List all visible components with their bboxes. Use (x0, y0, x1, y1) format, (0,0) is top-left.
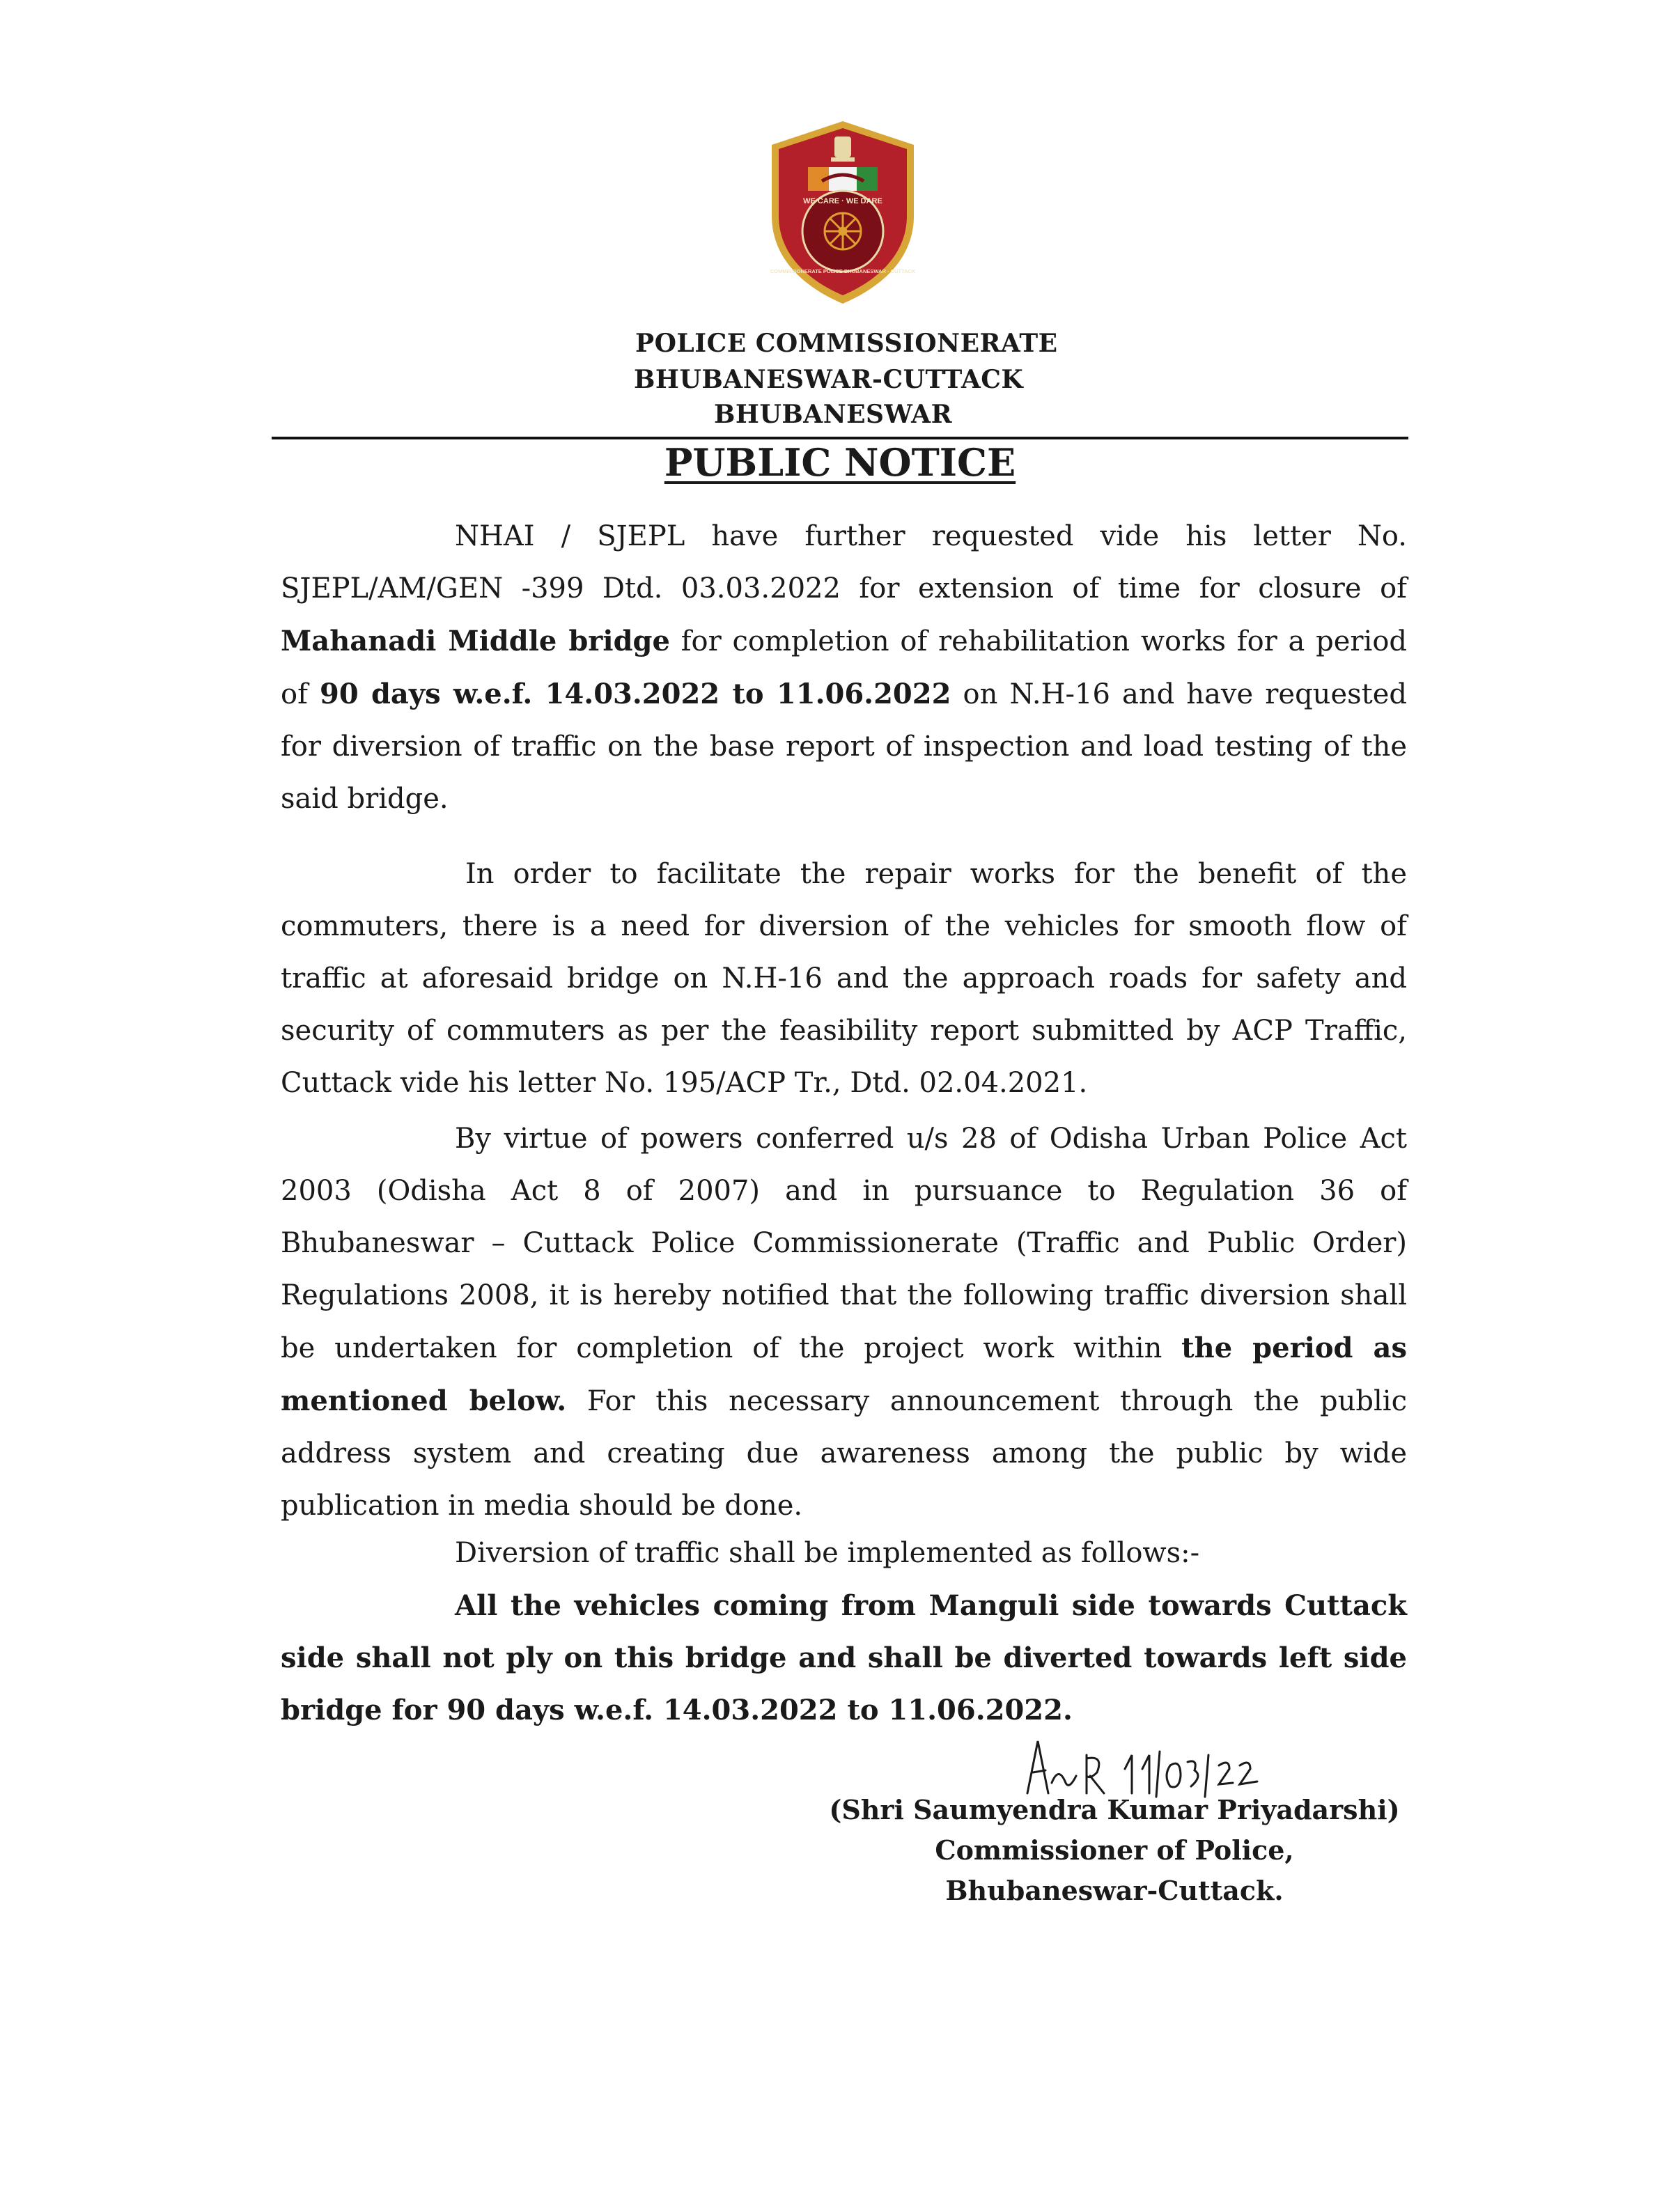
signatory-designation: Commissioner of Police, (935, 1834, 1294, 1866)
closure-period: 90 days w.e.f. 14.03.2022 to 11.06.2022 (319, 678, 951, 710)
diversion-order: All the vehicles coming from Manguli side towards Cuttack side shall not ply on this bridge and shall be diverted towards left side bridge for 90 days w.e.f. 14.03.2022 to 11.06.2022. (281, 1589, 1407, 1726)
header-line-1: POLICE COMMISSIONERATE (635, 329, 1058, 358)
emblem-top (831, 137, 855, 162)
signature-block (787, 1790, 1442, 1911)
paragraph-3: By virtue of powers conferred u/s 28 of Odisha Urban Police Act 2003 (Odisha Act 8 of 2007) and in pursuance to Regulation 36 of Bhubaneswar – Cuttack Police Commissionerate (Traffic and Public Order) Regulations 2008, it is hereby notified that the following traffic diversion shall be undertaken for completion of the project work within the period as mentioned below. For this necessary announcement through the public address system and creating due awareness among the public by wide publication in media should be done. (281, 1123, 1408, 1522)
ashoka-wheel-icon (825, 213, 861, 249)
paragraph-1: NHAI / SJEPL have further requested vide his letter No. SJEPL/AM/GEN -399 Dtd. 03.03.2022 for extension of time for closure of Mahanadi Middle bridge for completion of rehabilitation works for a period of 90 days w.e.f. 14.03.2022 to 11.06.2022 on N.H-16 and have requested for diversion of traffic on the base report of inspection and load testing of the said bridge. (281, 520, 1408, 815)
emblem-ring-text: COMMISSIONERATE POLICE BHUBANESWAR - CUTTACK (770, 268, 916, 274)
police-emblem-logo (766, 118, 919, 306)
paragraph-4: Diversion of traffic shall be implemented as follows:- (455, 1537, 1200, 1569)
emblem-motto: WE CARE · WE DARE (803, 197, 882, 205)
paragraph-2: In order to facilitate the repair works for the benefit of the commuters, there is a need for diversion of the vehicles for smooth flow of traffic at aforesaid bridge on N.H-16 and the approach roads for safety and security of commuters as per the feasibility report submitted by ACP Traffic, Cuttack vide his letter No. 195/ACP Tr., Dtd. 02.04.2021. (281, 858, 1407, 1099)
header-line-3: BHUBANESWAR (714, 400, 953, 429)
header-divider (272, 437, 1408, 439)
header-line-2: BHUBANESWAR-CUTTACK (634, 365, 1024, 394)
signatory-name: (Shri Saumyendra Kumar Priyadarshi) (829, 1794, 1400, 1825)
handshake-band (808, 167, 878, 191)
signatory-office: Bhubaneswar-Cuttack. (945, 1875, 1284, 1906)
notice-title: PUBLIC NOTICE (664, 440, 1016, 485)
period-emphasis: the period as mentioned below. (281, 1332, 1407, 1417)
bridge-name: Mahanadi Middle bridge (281, 625, 670, 657)
